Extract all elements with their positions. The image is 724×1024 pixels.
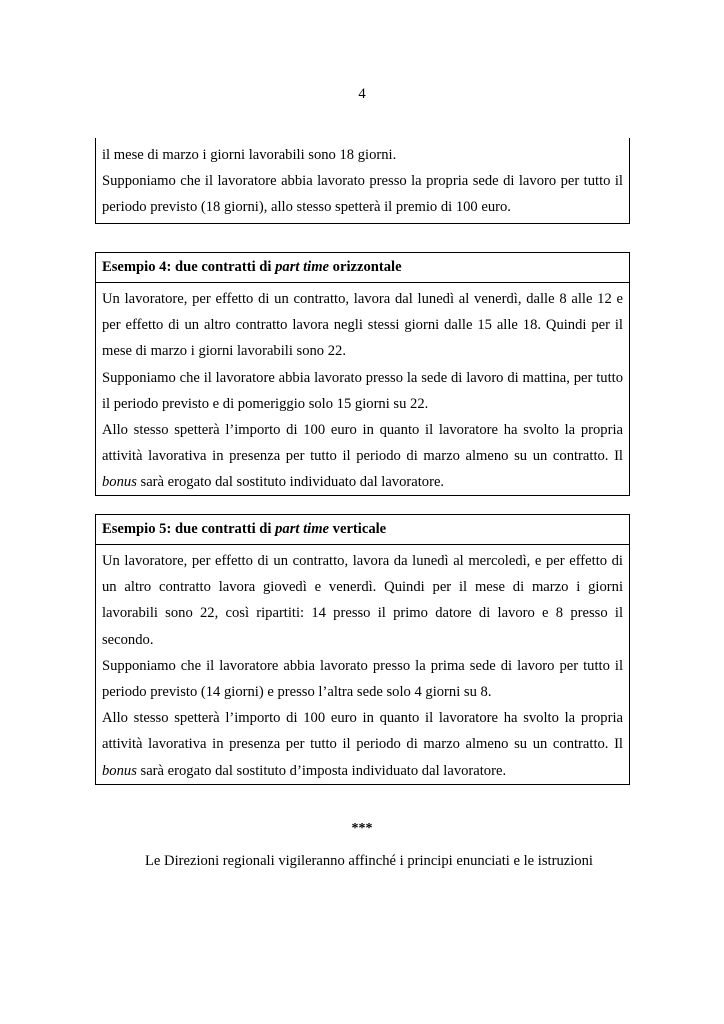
example-5-title-prefix: Esempio 5: due contratti di <box>102 521 276 537</box>
example-4-title-italic: part time <box>275 259 330 275</box>
continuation-paragraph-1: il mese di marzo i giorni lavorabili sono 18 giorni. <box>102 147 397 163</box>
page-number: 4 <box>358 86 366 102</box>
example-4-paragraph-2: Supponiamo che il lavoratore abbia lavorato presso la sede di lavoro di mattina, per tutto il periodo previsto e di pomeriggio solo 15 giorni su 22. <box>102 369 623 412</box>
example-4-title-prefix: Esempio 4: due contratti di <box>102 259 276 275</box>
example-4-box <box>95 252 630 496</box>
example-4-paragraph-3 <box>102 417 623 496</box>
example-5-paragraph-1: Un lavoratore, per effetto di un contratto, lavora da lunedì al mercoledì, e per effetto di un altro contratto lavora giovedì e venerdì. Quindi per il mese di marzo i giorni lavorabili sono 22, così ripartiti: 14 presso il primo datore di lavoro e 8 presso il secondo. <box>102 553 623 648</box>
example-5-bonus-italic: bonus <box>102 762 137 779</box>
example-5-title-italic: part time <box>275 521 330 537</box>
example-5-paragraph-3 <box>102 705 623 784</box>
section-separator: *** <box>351 821 373 836</box>
example-5-paragraph-3-text: Allo stesso spetterà l’importo di 100 euro in quanto il lavoratore ha svolto la propria attività lavorativa in presenza per tutto il periodo di marzo almeno su un contratto. Il <box>102 710 623 753</box>
example-4-paragraph-1: Un lavoratore, per effetto di un contratto, lavora dal lunedì al venerdì, dalle 8 alle 12 e per effetto di un altro contratto lavora negli stessi giorni dalle 15 alle 18. Quindi per il mese di marzo i giorni lavorabili sono 22. <box>102 291 623 360</box>
example-5-paragraph-3-end: sarà erogato dal sostituto d’imposta individuato dal lavoratore. <box>136 762 507 779</box>
example-5-title-suffix: verticale <box>329 521 387 537</box>
closing-paragraph: Le Direzioni regionali vigileranno affinché i principi enunciati e le istruzioni <box>145 853 593 869</box>
example-4-paragraph-3-end: sarà erogato dal sostituto individuato dal lavoratore. <box>136 474 445 491</box>
example-5-paragraph-2: Supponiamo che il lavoratore abbia lavorato presso la prima sede di lavoro per tutto il periodo previsto (14 giorni) e presso l’altra sede solo 4 giorni su 8. <box>102 657 623 701</box>
example-4-title-suffix: orizzontale <box>329 259 402 275</box>
example-4-body <box>96 283 629 496</box>
example-5-body <box>96 545 629 784</box>
continuation-box-body <box>96 138 629 221</box>
continuation-paragraph-2: Supponiamo che il lavoratore abbia lavorato presso la propria sede di lavoro per tutto il periodo previsto (18 giorni), allo stesso spetterà il premio di 100 euro. <box>102 173 623 216</box>
example-4-bonus-italic: bonus <box>102 474 137 491</box>
example-5-title <box>96 515 629 545</box>
example-4-paragraph-3-text: Allo stesso spetterà l’importo di 100 euro in quanto il lavoratore ha svolto la propria attività lavorativa in presenza per tutto il periodo di marzo almeno su un contratto. Il <box>102 422 623 465</box>
example-5-box <box>95 514 630 785</box>
example-4-title <box>96 253 629 283</box>
continuation-box <box>95 138 630 224</box>
